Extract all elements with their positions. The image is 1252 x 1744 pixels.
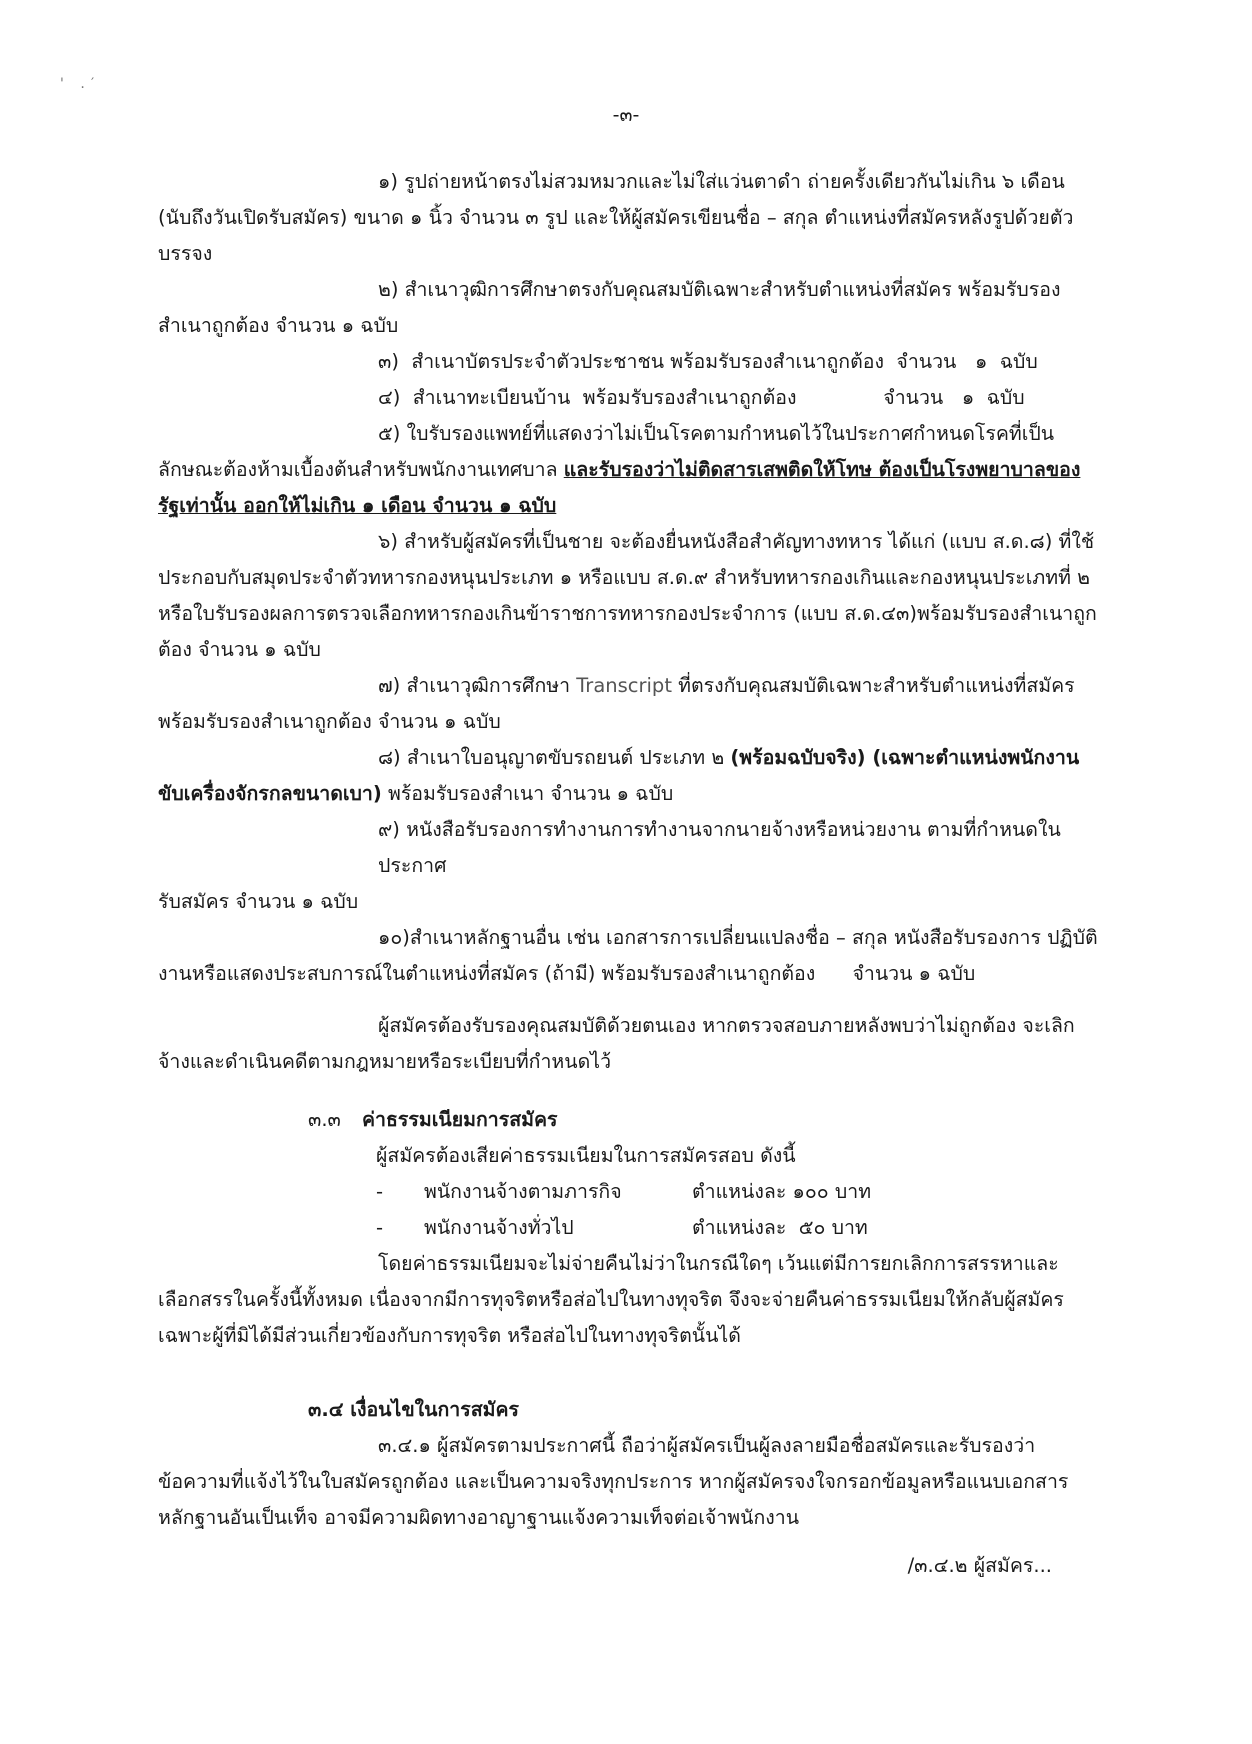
fee-dash: - bbox=[376, 1216, 384, 1239]
doc-item-7-first-a: ๗) สำเนาวุฒิการศึกษา bbox=[378, 674, 577, 697]
doc-item-7 bbox=[158, 668, 1098, 740]
doc-item-8-bold: (พร้อมฉบับจริง) (เฉพาะตำแหน่งพนักงานขับเครื่องจักรกลขนาดเบา) bbox=[158, 746, 1080, 805]
doc-item-9-first: ๙) หนังสือรับรองการทำงานการทำงานจากนายจ้างหรือหน่วยงาน ตามที่กำหนดในประกาศ bbox=[378, 818, 1061, 877]
section-3-4-1-paragraph bbox=[158, 1428, 1098, 1536]
fee-amount: ตำแหน่งละ ๕๐ บาท bbox=[692, 1216, 868, 1239]
certify-first: ผู้สมัครต้องรับรองคุณสมบัติด้วยตนเอง หากตรวจสอบภายหลังพบว่าไม่ถูกต้อง bbox=[378, 1014, 1017, 1037]
continuation-marker: /๓.๔.๒ ผู้สมัคร... bbox=[907, 1554, 1052, 1577]
refund-first: โดยค่าธรรมเนียมจะไม่จ่ายคืนไม่ว่าในกรณีใดๆ เว้นแต่มีการยกเลิกการสรรหาและ bbox=[378, 1252, 1059, 1275]
doc-item-10 bbox=[158, 920, 1098, 992]
fee-intro: ผู้สมัครต้องเสียค่าธรรมเนียมในการสมัครสอบ ดังนี้ bbox=[376, 1144, 796, 1167]
document-body bbox=[158, 164, 1098, 1536]
section-3-4-1-rest: ข้อความที่แจ้งไว้ในใบสมัครถูกต้อง และเป็นความจริงทุกประการ หากผู้สมัครจงใจกรอกข้อมูลหรือแนบเอกสารหลักฐานอันเป็นเท็จ อาจมีความผิดทางอาญาฐานแจ้งความเท็จต่อเจ้าพนักงาน bbox=[158, 1470, 1069, 1529]
doc-item-4-first: ๔) สำเนาทะเบียนบ้าน พร้อมรับรองสำเนาถูกต้อง จำนวน ๑ ฉบับ bbox=[378, 386, 1025, 409]
doc-item-2-first: ๒) สำเนาวุฒิการศึกษาตรงกับคุณสมบัติเฉพาะสำหรับตำแหน่งที่สมัคร พร้อมรับรอง bbox=[378, 278, 1061, 301]
refund-rest: เลือกสรรในครั้งนี้ทั้งหมด เนื่องจากมีการทุจริตหรือส่อไปในทางทุจริต จึงจะจ่ายคืนค่าธรรมเนียมให้กลับผู้สมัครเฉพาะผู้ที่มิได้มีส่วนเกี่ยวข้องกับการทุจริต หรือส่อไปในทางทุจริตนั้นได้ bbox=[158, 1288, 1064, 1347]
doc-item-6-rest: ประกอบกับสมุดประจำตัวทหารกองหนุนประเภท ๑ หรือแบบ ส.ด.๙ สำหรับทหารกองเกินและกองหนุนประเภทที่ ๒ หรือใบรับรองผลการตรวจเลือกทหารกองเกินข้าราชการทหารกองประจำการ (แบบ ส.ด.๔๓)พร้อมรับรองสำเนาถูกต้อง จำนวน ๑ ฉบับ bbox=[158, 566, 1097, 661]
section-3-3-title: ค่าธรรมเนียมการสมัคร bbox=[362, 1108, 558, 1131]
doc-item-7-rest: พร้อมรับรองสำเนาถูกต้อง จำนวน ๑ ฉบับ bbox=[158, 710, 501, 733]
doc-item-2-rest: สำเนาถูกต้อง จำนวน ๑ ฉบับ bbox=[158, 314, 399, 337]
doc-item-10-first: ๑๐)สำเนาหลักฐานอื่น เช่น เอกสารการเปลี่ยนแปลงชื่อ – สกุล หนังสือรับรองการ bbox=[378, 926, 1041, 949]
doc-item-8-first: ๘) สำเนาใบอนุญาตขับรถยนต์ ประเภท ๒ bbox=[378, 746, 731, 769]
doc-item-5-rest: ลักษณะต้องห้ามเบื้องต้นสำหรับพนักงานเทศบาล bbox=[158, 458, 564, 481]
fee-row-general bbox=[158, 1210, 1098, 1246]
doc-item-7-transcript: Transcript bbox=[576, 674, 672, 697]
fee-position-name: พนักงานจ้างทั่วไป bbox=[424, 1216, 574, 1239]
doc-item-4 bbox=[158, 380, 1098, 416]
doc-item-1 bbox=[158, 164, 1098, 272]
doc-item-8 bbox=[158, 740, 1098, 812]
certify-paragraph bbox=[158, 1008, 1098, 1080]
doc-item-5-emphasis: และรับรองว่าไม่ติดสารเสพติดให้โทษ ต้องเป็นโรงพยาบาลของรัฐเท่านั้น ออกให้ไม่เกิน ๑ เดือน จำนวน ๑ ฉบับ bbox=[158, 458, 1081, 517]
doc-item-6 bbox=[158, 524, 1098, 668]
fee-amount: ตำแหน่งละ ๑๐๐ บาท bbox=[692, 1180, 872, 1203]
section-3-3-number: ๓.๓ bbox=[308, 1108, 341, 1131]
section-3-4-heading: ๓.๔ เงื่อนไขในการสมัคร bbox=[308, 1398, 520, 1421]
fee-position-name: พนักงานจ้างตามภารกิจ bbox=[424, 1180, 622, 1203]
doc-item-2 bbox=[158, 272, 1098, 344]
section-3-3-heading bbox=[158, 1102, 1098, 1138]
doc-item-8-rest: พร้อมรับรองสำเนา จำนวน ๑ ฉบับ bbox=[381, 782, 674, 805]
doc-item-1-first: ๑) รูปถ่ายหน้าตรงไม่สวมหมวกและไม่ใส่แว่นตาดำ ถ่ายครั้งเดียวกันไม่เกิน ๖ เดือน bbox=[378, 170, 1065, 193]
section-3-4-1-first: ๓.๔.๑ ผู้สมัครตามประกาศนี้ ถือว่าผู้สมัครเป็นผู้ลงลายมือชื่อสมัครและรับรองว่า bbox=[378, 1434, 1036, 1457]
certify-rest: จะเลิกจ้างและดำเนินคดีตามกฎหมายหรือระเบียบที่กำหนดไว้ bbox=[158, 1014, 1075, 1073]
doc-item-9 bbox=[158, 812, 1098, 920]
doc-item-3 bbox=[158, 344, 1098, 380]
refund-paragraph bbox=[158, 1246, 1098, 1354]
scan-marks: ' ․′ bbox=[60, 76, 101, 92]
doc-item-7-first-b: ที่ตรงกับคุณสมบัติเฉพาะสำหรับตำแหน่งที่สมัคร bbox=[671, 674, 1075, 697]
doc-item-5-first: ๕) ใบรับรองแพทย์ที่แสดงว่าไม่เป็นโรคตามกำหนดไว้ในประกาศกำหนดโรคที่เป็น bbox=[378, 422, 1055, 445]
doc-item-5 bbox=[158, 416, 1098, 524]
doc-item-10-rest: ปฏิบัติงานหรือแสดงประสบการณ์ในตำแหน่งที่สมัคร (ถ้ามี) พร้อมรับรองสำเนาถูกต้อง จำนวน ๑ ฉบับ bbox=[158, 926, 1098, 985]
fee-row-mission bbox=[158, 1174, 1098, 1210]
doc-item-9-rest: รับสมัคร จำนวน ๑ ฉบับ bbox=[158, 890, 359, 913]
doc-item-3-first: ๓) สำเนาบัตรประจำตัวประชาชน พร้อมรับรองสำเนาถูกต้อง จำนวน ๑ ฉบับ bbox=[378, 350, 1038, 373]
doc-item-1-rest: (นับถึงวันเปิดรับสมัคร) ขนาด ๑ นิ้ว จำนวน ๓ รูป และให้ผู้สมัครเขียนชื่อ – สกุล ตำแหน่งที่สมัครหลังรูปด้วยตัวบรรจง bbox=[158, 206, 1074, 265]
page-number: -๓- bbox=[612, 104, 640, 126]
doc-item-6-first: ๖) สำหรับผู้สมัครที่เป็นชาย จะต้องยื่นหนังสือสำคัญทางทหาร ได้แก่ (แบบ ส.ด.๘) ที่ใช้ bbox=[378, 530, 1095, 553]
fee-dash: - bbox=[376, 1180, 384, 1203]
